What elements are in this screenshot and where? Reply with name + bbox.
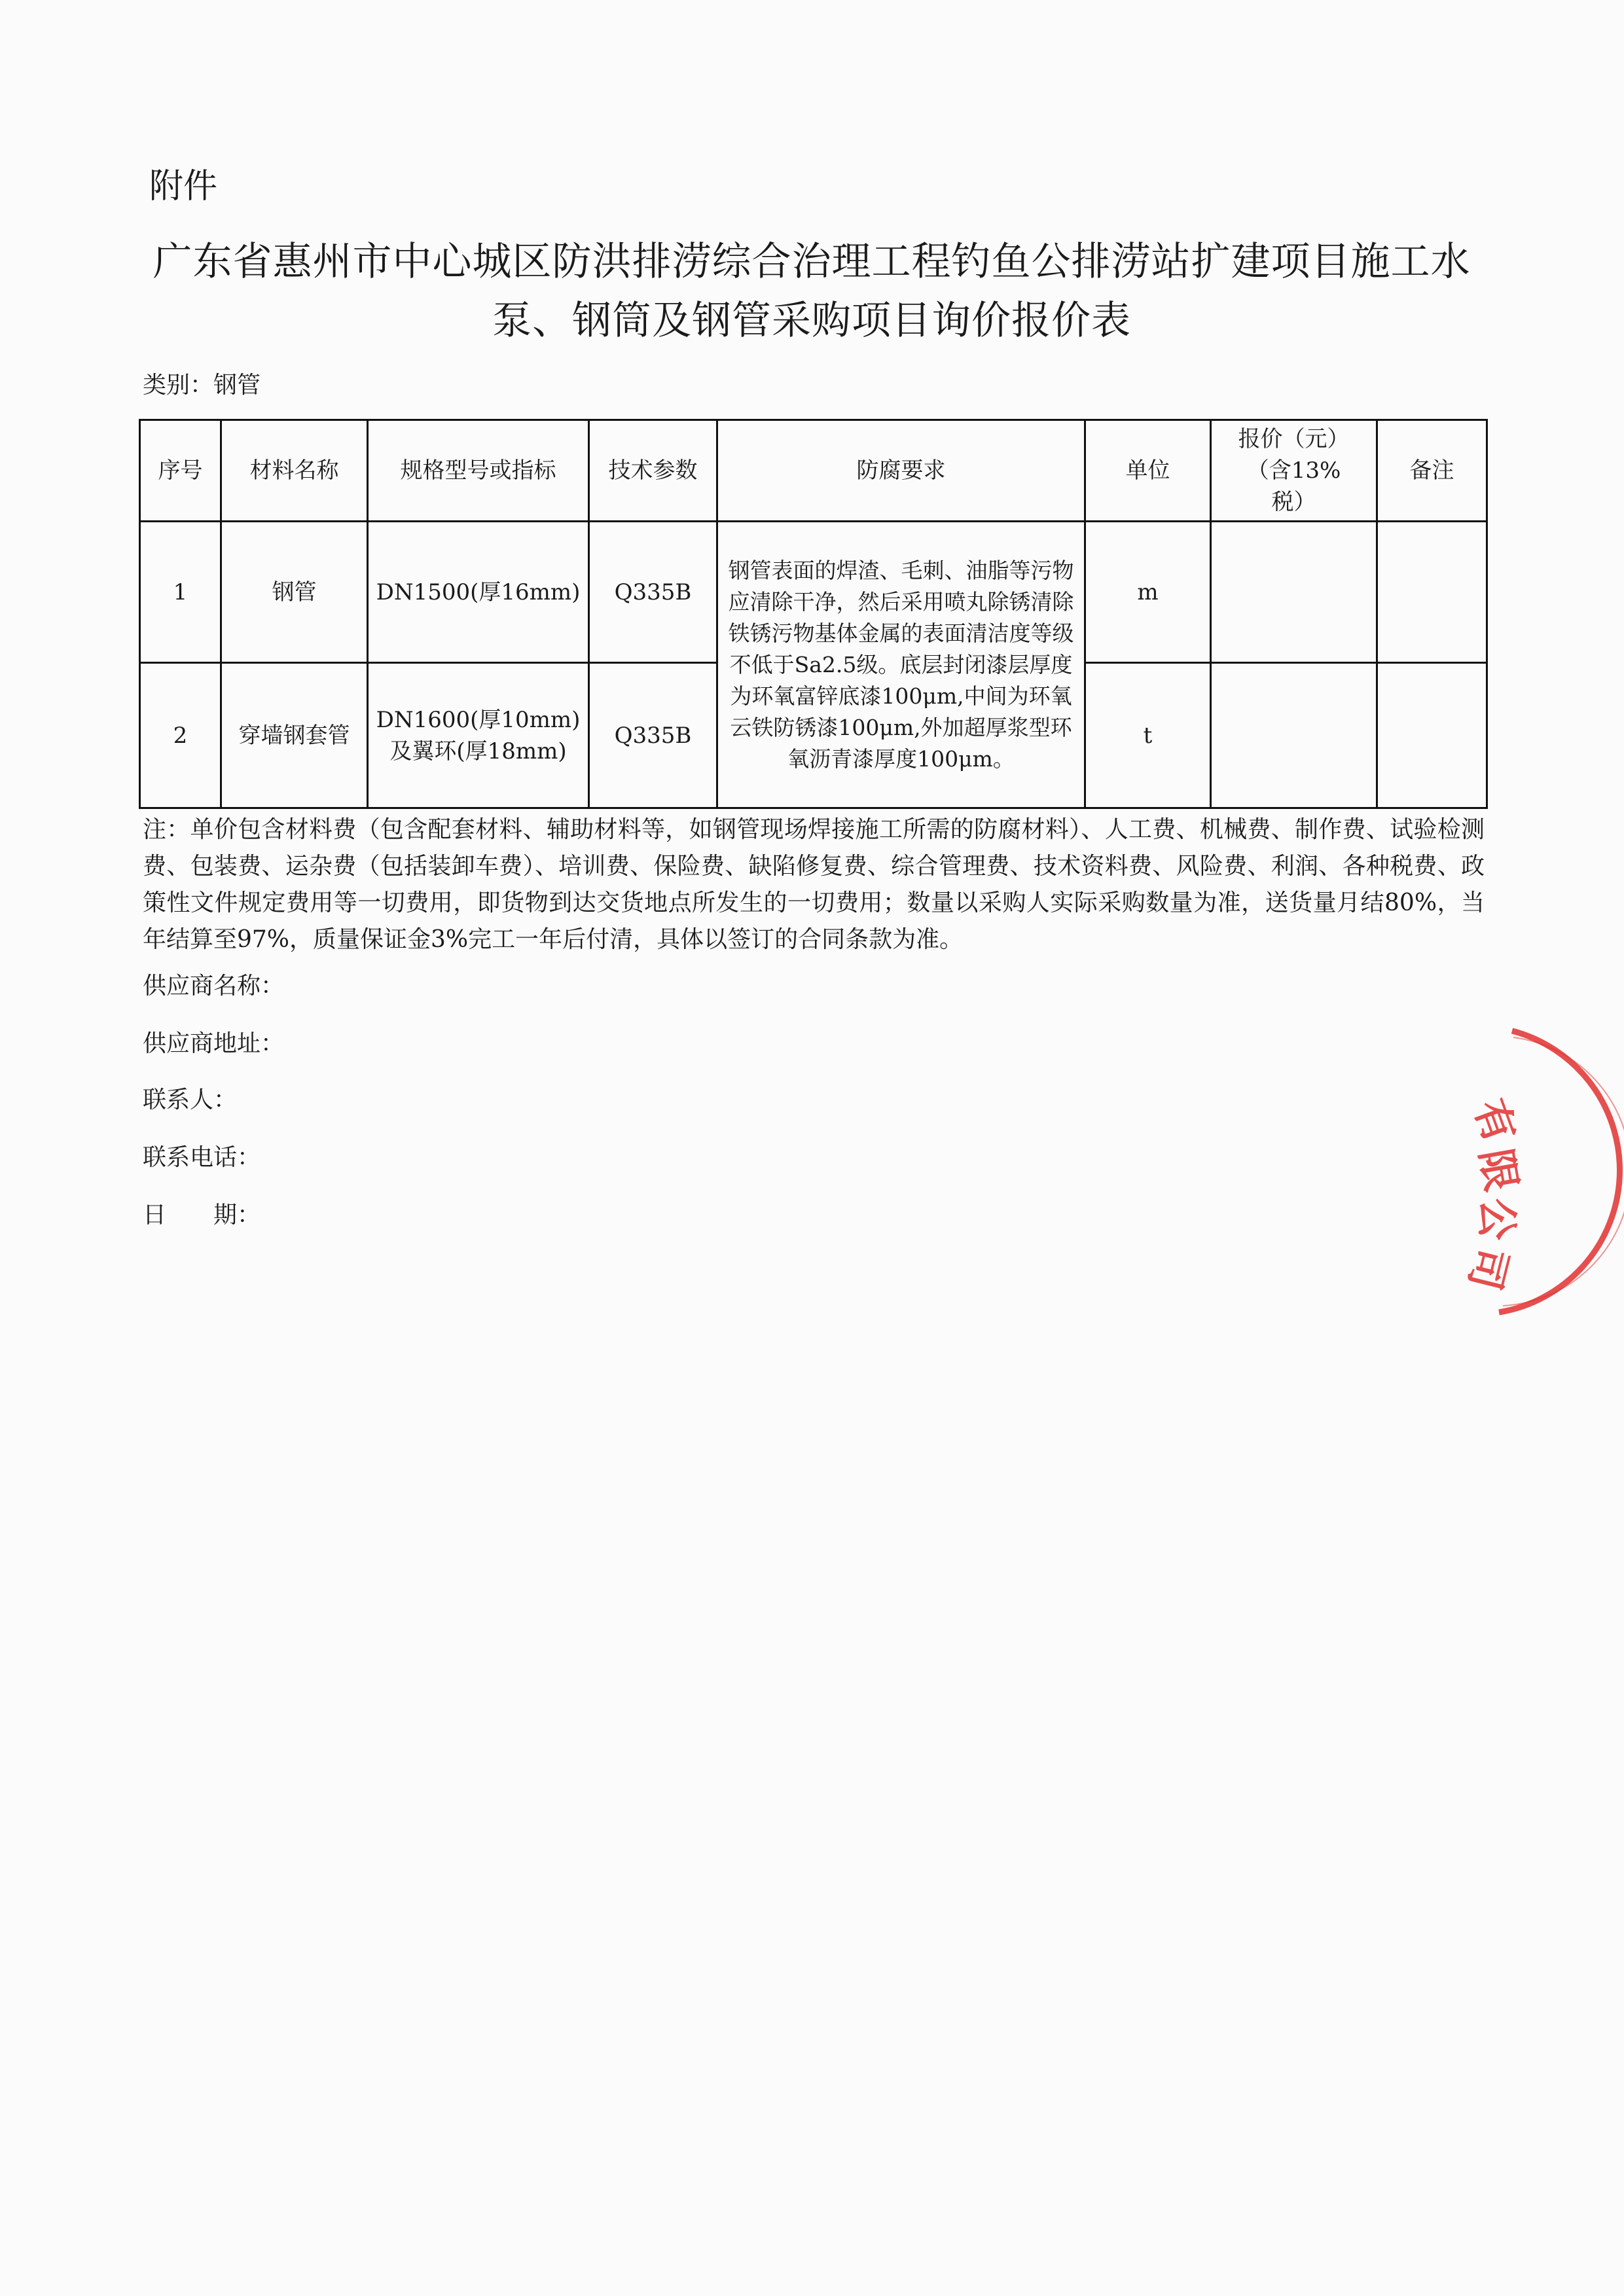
supplier-address-label: 供应商地址： [143,1030,285,1057]
header-no: 序号 [140,420,221,522]
cell-name: 钢管 [221,522,368,663]
svg-text:公: 公 [1471,1197,1521,1241]
notes-paragraph: 注：单价包含材料费（包含配套材料、辅助材料等，如钢管现场焊接施工所需的防腐材料）、人工费、机械费、制作费、试验检测费、包装费、运杂费（包括装卸车费）、培训费、保险费、缺陷修复费、综合管理费、技术资料费、风险费、利润、各种税费、政策性文件规定费用等一切费用，即货物到达交货地点所发生的一切费用；数量以采购人实际采购数量为准，送货量月结80%，当年结算至97%，质量保证金3%完工一年后付清，具体以签订的合同条款为准。 [143,816,1485,953]
header-anticorrosion: 防腐要求 [717,420,1085,522]
header-spec: 规格型号或指标 [368,420,589,522]
header-param: 技术参数 [589,420,717,522]
table-row [140,522,1487,663]
svg-text:限: 限 [1470,1145,1526,1195]
cell-remark [1377,663,1487,808]
cell-unit: m [1085,522,1211,663]
cell-name: 穿墙钢套管 [221,663,368,808]
quote-table [139,419,1488,809]
svg-text:有: 有 [1464,1093,1525,1149]
cell-param: Q335B [589,663,717,808]
cell-spec: DN1600(厚10mm)及翼环(厚18mm) [368,663,589,808]
cell-price [1211,663,1377,808]
company-seal-stamp [1440,1008,1624,1335]
category-label: 类别：钢管 [143,372,261,399]
cell-price [1211,522,1377,663]
attachment-label: 附件 [149,167,218,206]
header-unit: 单位 [1085,420,1211,522]
header-name: 材料名称 [221,420,368,522]
supplier-name-label: 供应商名称： [143,973,285,999]
cell-unit: t [1085,663,1211,808]
header-price: 报价（元）（含13%税） [1211,420,1377,522]
phone-label: 联系电话： [143,1144,261,1171]
cell-remark [1377,522,1487,663]
document-title: 广东省惠州市中心城区防洪排涝综合治理工程钓鱼公排涝站扩建项目施工水泵、钢筒及钢管采购项目询价报价表 [153,239,1471,344]
cell-param: Q335B [589,522,717,663]
cell-anticorrosion: 钢管表面的焊渣、毛刺、油脂等污物应清除干净，然后采用喷丸除锈清除铁锈污物基体金属的表面清洁度等级不低于Sa2.5级。底层封闭漆层厚度为环氧富锌底漆100μm,中间为环氧云铁防锈漆100μm,外加超厚浆型环氧沥青漆厚度100μm。 [717,522,1085,808]
cell-spec: DN1500(厚16mm) [368,522,589,663]
contact-label: 联系人： [143,1086,238,1113]
table-header-row [140,420,1487,522]
header-remark: 备注 [1377,420,1487,522]
seal-text [1459,1093,1525,1295]
date-label: 日 期： [143,1202,261,1229]
cell-no: 1 [140,522,221,663]
cell-no: 2 [140,663,221,808]
svg-text:司: 司 [1458,1242,1517,1295]
